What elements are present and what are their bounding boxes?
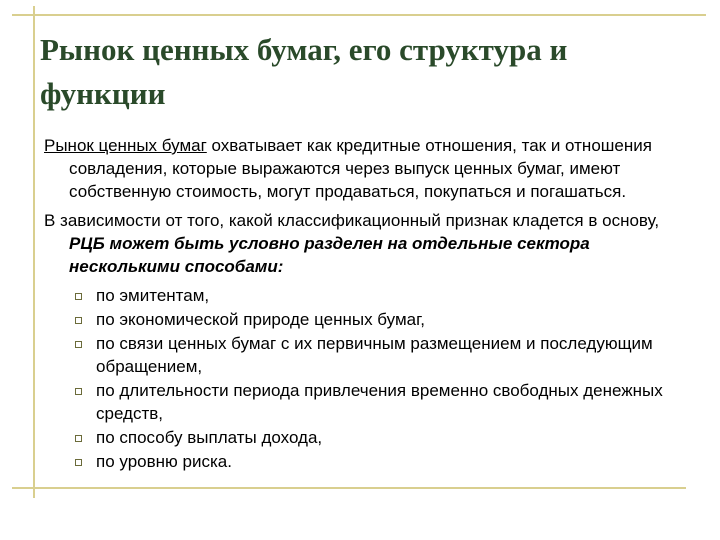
square-bullet-icon <box>75 317 82 324</box>
square-bullet-icon <box>75 459 82 466</box>
list-item <box>96 426 694 449</box>
list-item <box>96 308 694 331</box>
slide-title: Рынок ценных бумаг, его структура и функции <box>40 32 568 111</box>
slide-body <box>44 134 694 474</box>
classification-emphasis: РЦБ может быть условно разделен на отдельные сектора несколькими способами: <box>69 234 590 276</box>
list-item <box>96 332 694 378</box>
square-bullet-icon <box>75 341 82 348</box>
list-item-text: по уровню риска. <box>96 452 232 471</box>
term-securities-market: Рынок ценных бумаг <box>44 136 207 155</box>
square-bullet-icon <box>75 435 82 442</box>
list-item-text: по экономической природе ценных бумаг, <box>96 310 425 329</box>
paragraph-classification <box>44 209 694 278</box>
list-item-text: по способу выплаты дохода, <box>96 428 323 447</box>
definition-text: охватывает как кредитные отношения, так и отношения совладения, которые выражаются через выпуск ценных бумаг, имеют собственную стоимость, могут продаваться, покупаться и погашаться. <box>69 136 652 201</box>
list-item <box>96 379 694 425</box>
frame-bottom-line <box>12 487 686 489</box>
square-bullet-icon <box>75 388 82 395</box>
list-item-text: по длительности периода привлечения временно свободных денежных средств, <box>96 381 663 423</box>
list-item <box>96 284 694 307</box>
classification-list <box>44 284 694 473</box>
paragraph-definition <box>44 134 694 203</box>
square-bullet-icon <box>75 293 82 300</box>
list-item <box>96 450 694 473</box>
frame-vertical-line <box>33 6 35 498</box>
list-item-text: по связи ценных бумаг с их первичным размещением и последующим обращением, <box>96 334 653 376</box>
list-item-text: по эмитентам, <box>96 286 210 305</box>
frame-top-line <box>12 14 706 16</box>
classification-text: В зависимости от того, какой классификационный признак кладется в основу, <box>44 211 660 230</box>
